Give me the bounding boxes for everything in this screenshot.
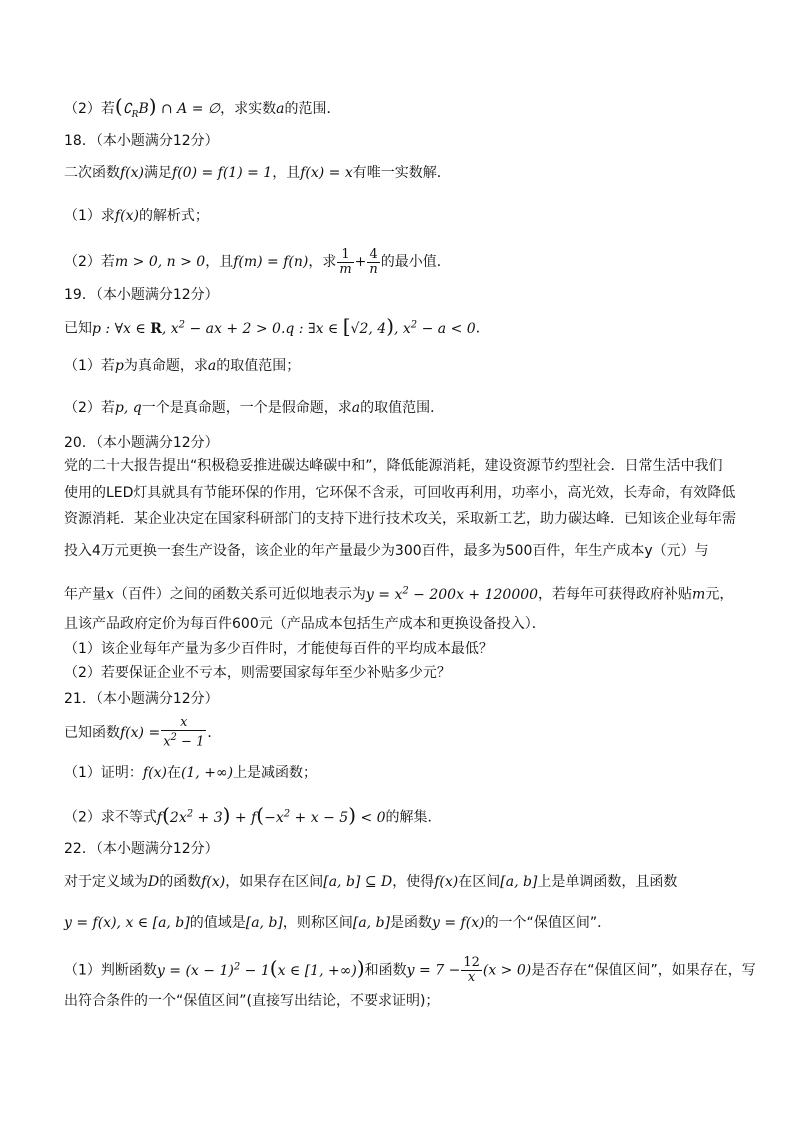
q20-part1: （1）该企业每年产量为多少百件时，才能使每百件的平均成本最低？ xyxy=(64,641,493,657)
q22-stem-line1: 对于定义域为D的函数f(x)，如果存在区间[a, b] ⊆ D，使得f(x)在区间[a, b]上是单调函数，且函数 xyxy=(64,874,678,890)
q21-part1: （1）证明：f(x)在(1, +∞)上是减函数； xyxy=(64,765,318,781)
q22-header: 22．（本小题满分12分） xyxy=(64,841,219,857)
q20-para-line1: 党的二十大报告提出“积极稳妥推进碳达峰碳中和”，降低能源消耗，建设资源节约型社会．日常生活中我们 xyxy=(64,458,723,474)
q20-header: 20．（本小题满分12分） xyxy=(64,435,219,451)
q20-para-line3: 资源消耗．某企业决定在国家科研部门的支持下进行技术攻关，采取新工艺，助力碳达峰．已知该企业每年需 xyxy=(64,511,736,527)
q20-part2: （2）若要保证企业不亏本，则需要国家每年至少补贴多少元？ xyxy=(64,665,451,681)
q20-para-line6: 且该产品政府定价为每百件600元（产品成本包括生产成本和更换设备投入）． xyxy=(64,616,546,632)
q18-header: 18．（本小题满分12分） xyxy=(64,133,219,149)
q20-para-line4: 投入4万元更换一套生产设备，该企业的年产量最少为300百件，最多为500百件，年生产成本y（元）与 xyxy=(64,543,709,559)
q19-stem: 已知p : ∀x ∈ R, $x^2$ − ax + 2 > 0.q : ∃x ∈ [√2, 4), $x^2 - a < 0$． xyxy=(64,313,490,338)
q21-header: 21．（本小题满分12分） xyxy=(64,691,219,707)
q19-part1: （1）若p为真命题，求a的取值范围； xyxy=(64,358,301,374)
q18-stem: 二次函数f(x)满足f(0) = f(1) = 1，且f(x) = x有唯一实数解． xyxy=(64,165,451,181)
q20-para-line2: 使用的LED灯具就具有节能环保的作用，它环保不含汞，可回收再利用，功率小，高光效，长寿命，有效降低 xyxy=(64,485,736,501)
q20-para-line5: 年产量x（百件）之间的函数关系可近似地表示为$y = x^2 - 200x + 120000$，若每年可获得政府补贴m元， xyxy=(64,585,734,603)
q19-part2: （2）若p, q一个是真命题，一个是假命题，求a的取值范围． xyxy=(64,400,445,416)
q21-part2: （2）求不等式$f(2x^2 + 3) + f(-x^2 + x - 5) < 0$的解集． xyxy=(64,802,442,827)
q17-part2: （2）若$(∁_RB)$ ∩ A = ∅，求实数a的范围． xyxy=(64,94,341,120)
q18-part2: （2）若m > 0, n > 0，且f(m) = f(n)，求 $\frac{1}{m}$ + $\frac{4}{n}$ 的最小值． xyxy=(64,246,451,277)
q22-stem-line2: y = f(x), x ∈ [a, b]的值域是[a, b]，则称区间[a, b]是函数y = f(x)的一个“保值区间”． xyxy=(64,915,612,931)
q19-header: 19．（本小题满分12分） xyxy=(64,287,219,303)
q21-stem: 已知函数f(x) = $\frac{x}{x^2 - 1}$ ． xyxy=(64,715,222,750)
q22-part1-line2: 出符合条件的一个“保值区间”(直接写出结论，不要求证明)； xyxy=(64,993,440,1009)
q22-part1-line1: （1）判断函数$y = (x - 1)^2 - 1(x$ ∈ [1, +∞))和函数y = 7 − $\frac{12}{x}$ (x > 0)是否存在“保值区间”，如果存在，写 xyxy=(64,955,756,986)
q18-part1: （1）求f(x)的解析式； xyxy=(64,208,209,224)
